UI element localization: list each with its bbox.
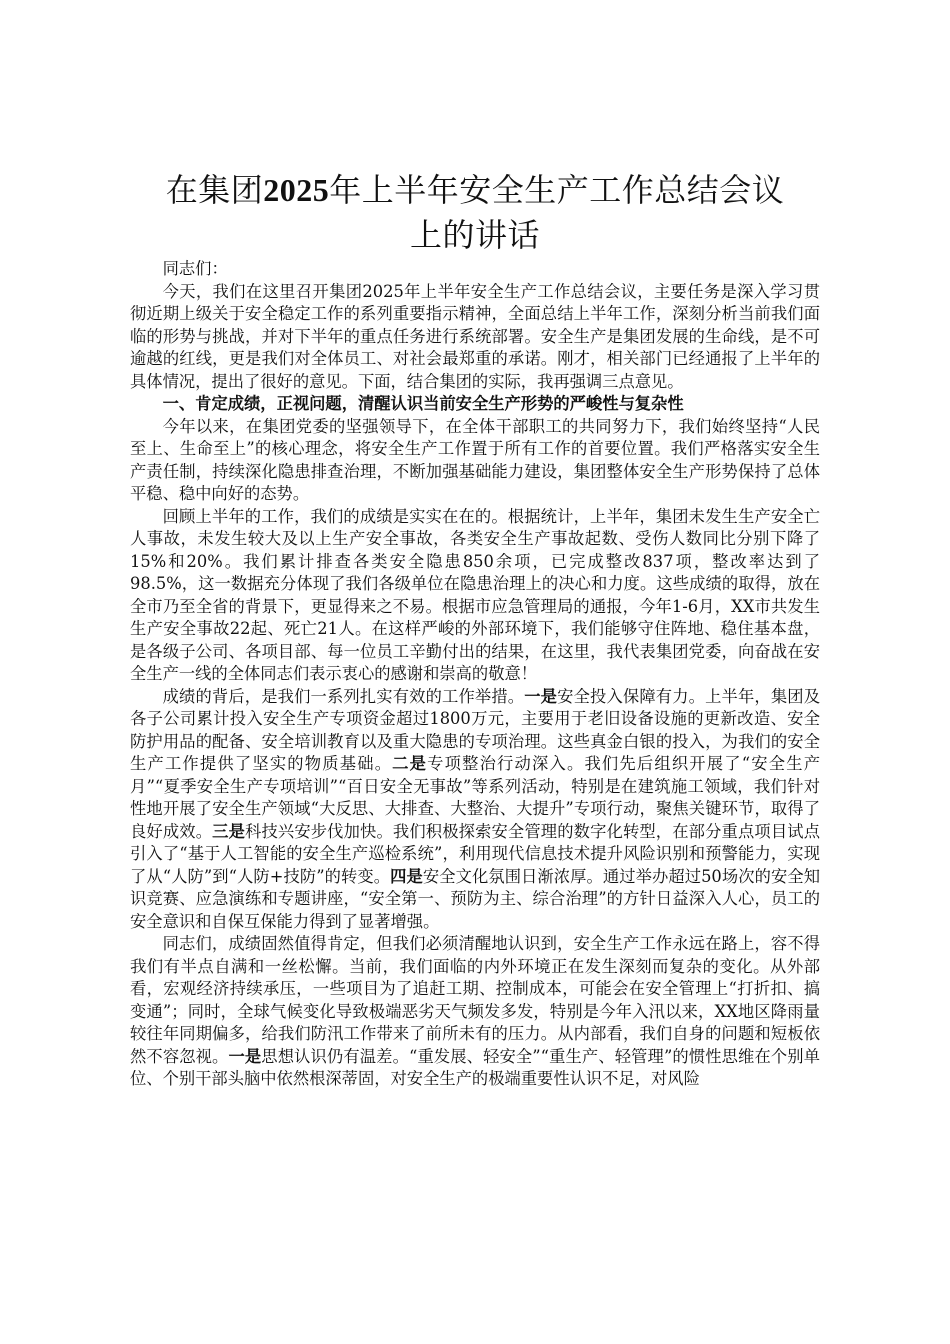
title-line1-rest: 年上半年安全生产工作总结会议	[329, 171, 785, 209]
point-marker-2: 二是	[392, 754, 428, 773]
document-page	[130, 168, 820, 1091]
point-marker-3: 三是	[212, 821, 246, 841]
point-text-3: 科技兴安步伐加快。我们积极探索安全管理的数字化转型，在部分重点项目试点引入了“基于人工智能的安全生产巡检系统”，利用现代信息技术提升风险识别和预警能力，实现了从“人防”到“人防+技防”的转变。	[130, 821, 820, 886]
section1-paragraph-4	[130, 933, 820, 1091]
section1-paragraph-3	[130, 686, 820, 934]
title-year: 2025	[263, 172, 330, 208]
intro-paragraph: 今天，我们在这里召开集团2025年上半年安全生产工作总结会议，主要任务是深入学习贯彻近期上级关于安全稳定工作的系列重要指示精神，全面总结上半年工作，深刻分析当前我们面临的形势与挑战，并对下半年的重点任务进行系统部署。安全生产是集团发展的生命线，是不可逾越的红线，更是我们对全体员工、对社会最郑重的承诺。刚才，相关部门已经通报了上半年的具体情况，提出了很好的意见。下面，结合集团的实际，我再强调三点意见。	[130, 281, 820, 391]
section1-paragraph-1: 今年以来，在集团党委的坚强领导下，在全体干部职工的共同努力下，我们始终坚持“人民至上、生命至上”的核心理念，将安全生产工作置于所有工作的首要位置。我们严格落实安全生产责任制，持续深化隐患排查治理，不断加强基础能力建设，集团整体安全生产形势保持了总体平稳、稳中向好的态势。	[130, 416, 820, 503]
problem-marker-1: 一是	[228, 1046, 262, 1066]
document-title	[130, 168, 820, 258]
p3-lead: 成绩的背后，是我们一系列扎实有效的工作举措。	[162, 686, 525, 706]
section1-paragraph-2: 回顾上半年的工作，我们的成绩是实实在在的。根据统计，上半年，集团未发生生产安全亡人事故，未发生较大及以上生产安全事故，各类安全生产事故起数、受伤人数同比分别下降了15%和20%。我们累计排查各类安全隐患850余项，已完成整改837项，整改率达到了98.5%，这一数据充分体现了我们各级单位在隐患治理上的决心和力度。这些成绩的取得，放在全市乃至全省的背景下，更显得来之不易。根据市应急管理局的通报，今年1-6月，XX市共发生生产安全事故22起、死亡21人。在这样严峻的外部环境下，我们能够守住阵地、稳住基本盘，是各级子公司、各项目部、每一位员工辛勤付出的结果，在这里，我代表集团党委，向奋战在安全生产一线的全体同志们表示衷心的感谢和崇高的敬意！	[130, 506, 820, 683]
point-text-2: 专项整治行动深入。我们先后组织开展了“安全生产月”“夏季安全生产专项培训”“百日安全无事故”等系列活动，特别是在建筑施工领域，我们针对性地开展了安全生产领域“大反思、大排查、大整治、大提升”专项行动，聚焦关键环节，取得了良好成效。	[130, 754, 820, 841]
salutation: 同志们：	[162, 259, 228, 278]
point-marker-1: 一是	[524, 686, 558, 706]
title-prefix: 在集团	[165, 171, 264, 209]
p4-text: 同志们，成绩固然值得肯定，但我们必须清醒地认识到，安全生产工作永远在路上，容不得我们有半点自满和一丝松懈。当前，我们面临的内外环境正在发生深刻而复杂的变化。从外部看，宏观经济持续承压，一些项目为了追赶工期、控制成本，可能会在安全管理上“打折扣、搞变通”；同时，全球气候变化导致极端恶劣天气频发多发，特别是今年入汛以来，XX地区降雨量较往年同期偏多，给我们防汛工作带来了前所未有的压力。从内部看，我们自身的问题和短板依然不容忽视。	[130, 934, 820, 1066]
title-line2: 上的讲话	[409, 216, 540, 254]
point-text-4: 安全文化氛围日渐浓厚。通过举办超过50场次的安全知识竞赛、应急演练和专题讲座，“安全第一、预防为主、综合治理”的方针日益深入人心，员工的安全意识和自保互保能力得到了显著增强。	[130, 866, 820, 931]
problem-text-1: 思想认识仍有温差。“重发展、轻安全”“重生产、轻管理”的惯性思维在个别单位、个别干部头脑中依然根深蒂固，对安全生产的极端重要性认识不足，对风险	[130, 1046, 820, 1088]
section-heading-1: 一、肯定成绩，正视问题，清醒认识当前安全生产形势的严峻性与复杂性	[162, 394, 684, 413]
point-text-1: 安全投入保障有力。上半年，集团及各子公司累计投入安全生产专项资金超过1800万元，主要用于老旧设备设施的更新改造、安全防护用品的配备、安全培训教育以及重大隐患的专项治理。这些真金白银的投入，为我们的安全生产工作提供了坚实的物质基础。	[130, 686, 820, 773]
point-marker-4: 四是	[390, 866, 423, 886]
